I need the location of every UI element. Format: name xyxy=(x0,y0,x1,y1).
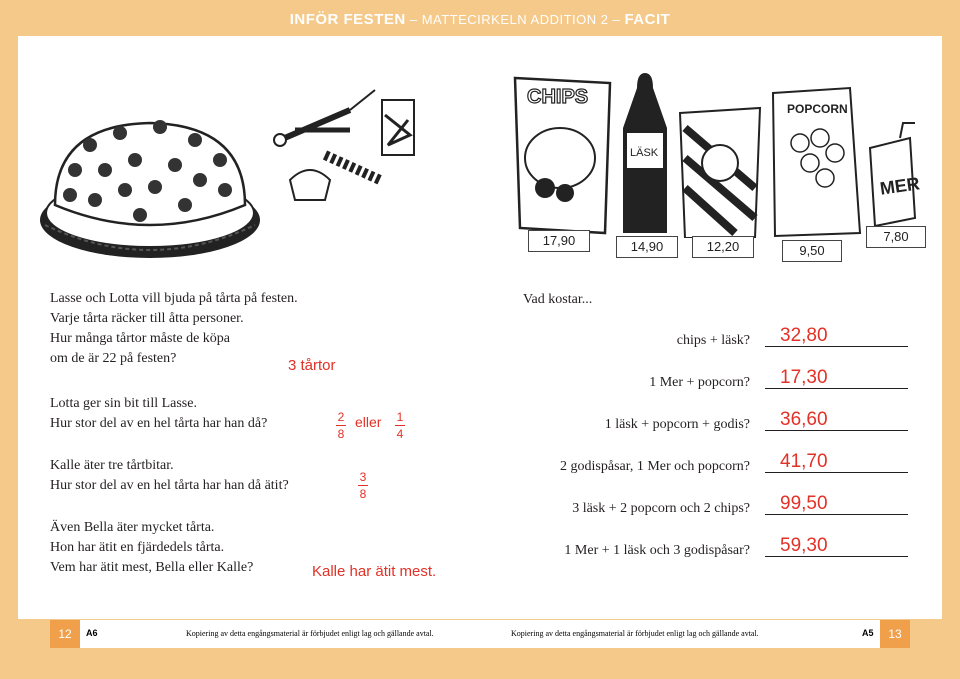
fraction-numerator: 1 xyxy=(396,410,404,424)
question-4-line-1: Även Bella äter mycket tårta. xyxy=(50,520,215,535)
answer-line-4 xyxy=(765,472,908,473)
soda-label: LÄSK xyxy=(630,147,659,159)
header-facit: FACIT xyxy=(624,11,671,28)
price-soda: 14,90 xyxy=(616,236,678,258)
price-chips: 17,90 xyxy=(528,230,590,252)
price-question-2: 1 Mer + popcorn? xyxy=(649,375,750,390)
snacks-illustration xyxy=(505,68,925,238)
question-2 xyxy=(50,394,267,434)
question-1 xyxy=(50,289,298,369)
price-answer-5: 99,50 xyxy=(780,493,828,514)
question-4-line-2: Hon har ätit en fjärdedels tårta. xyxy=(50,540,225,555)
code-right: A5 xyxy=(862,628,874,638)
header-title-main: INFÖR FESTEN xyxy=(289,11,406,28)
answer-4: Kalle har ätit mest. xyxy=(312,563,437,580)
price-mer: 7,80 xyxy=(866,226,926,248)
fraction-denominator: 8 xyxy=(359,487,367,501)
footer-bar xyxy=(50,620,910,648)
answer-2-fraction-b xyxy=(393,410,407,441)
copyright-left: Kopiering av detta engångsmaterial är förbjudet enligt lag och gällande avtal. xyxy=(186,629,434,638)
page-number-right: 13 xyxy=(880,620,910,648)
answer-3-fraction xyxy=(356,470,370,501)
price-question-4: 2 godispåsar, 1 Mer och popcorn? xyxy=(560,459,750,474)
price-popcorn: 9,50 xyxy=(782,240,842,262)
question-2-line-2: Hur stor del av en hel tårta har han då? xyxy=(50,416,268,431)
answer-line-5 xyxy=(765,514,908,515)
answer-line-2 xyxy=(765,388,908,389)
question-3 xyxy=(50,456,289,496)
question-1-line-2: Varje tårta räcker till åtta personer. xyxy=(50,311,244,326)
price-candy: 12,20 xyxy=(692,236,754,258)
price-answer-2: 17,30 xyxy=(780,367,828,388)
page-number-left: 12 xyxy=(50,620,80,648)
answer-1: 3 tårtor xyxy=(288,357,336,374)
code-left: A6 xyxy=(86,628,98,638)
price-question-3: 1 läsk + popcorn + godis? xyxy=(604,417,750,432)
header-subtitle: MATTECIRKELN ADDITION 2 xyxy=(421,12,609,27)
fraction-numerator: 2 xyxy=(337,410,345,424)
question-3-line-1: Kalle äter tre tårtbitar. xyxy=(50,458,174,473)
question-2-line-1: Lotta ger sin bit till Lasse. xyxy=(50,396,197,411)
copyright-right: Kopiering av detta engångsmaterial är förbjudet enligt lag och gällande avtal. xyxy=(511,629,759,638)
header-title xyxy=(0,11,960,28)
question-1-line-4: om de är 22 på festen? xyxy=(50,351,177,366)
question-4 xyxy=(50,518,253,578)
price-question-6: 1 Mer + 1 läsk och 3 godispåsar? xyxy=(564,543,750,558)
question-4-line-3: Vem har ätit mest, Bella eller Kalle? xyxy=(50,560,254,575)
answer-line-1 xyxy=(765,346,908,347)
price-answer-3: 36,60 xyxy=(780,409,828,430)
party-items-illustration xyxy=(270,85,430,205)
chips-label: CHIPS xyxy=(527,86,589,108)
header-sep-2: – xyxy=(612,12,621,27)
answer-line-3 xyxy=(765,430,908,431)
question-1-line-1: Lasse och Lotta vill bjuda på tårta på festen. xyxy=(50,291,298,306)
price-question-1: chips + läsk? xyxy=(676,333,750,348)
right-intro: Vad kostar... xyxy=(523,292,593,307)
fraction-denominator: 4 xyxy=(396,427,404,441)
price-answer-6: 59,30 xyxy=(780,535,828,556)
header-sep-1: – xyxy=(409,12,418,27)
price-answer-4: 41,70 xyxy=(780,451,828,472)
price-question-5: 3 läsk + 2 popcorn och 2 chips? xyxy=(572,501,750,516)
question-1-line-3: Hur många tårtor måste de köpa xyxy=(50,331,230,346)
price-answer-1: 32,80 xyxy=(780,325,828,346)
answer-2-or: eller xyxy=(355,414,382,430)
mer-label: MER xyxy=(878,173,921,199)
answer-line-6 xyxy=(765,556,908,557)
fraction-numerator: 3 xyxy=(359,470,367,484)
question-3-line-2: Hur stor del av en hel tårta har han då ätit? xyxy=(50,478,289,493)
answer-2-fraction-a xyxy=(334,410,348,441)
fraction-denominator: 8 xyxy=(337,427,345,441)
popcorn-label: POPCORN xyxy=(787,102,848,116)
cake-illustration xyxy=(35,105,265,265)
